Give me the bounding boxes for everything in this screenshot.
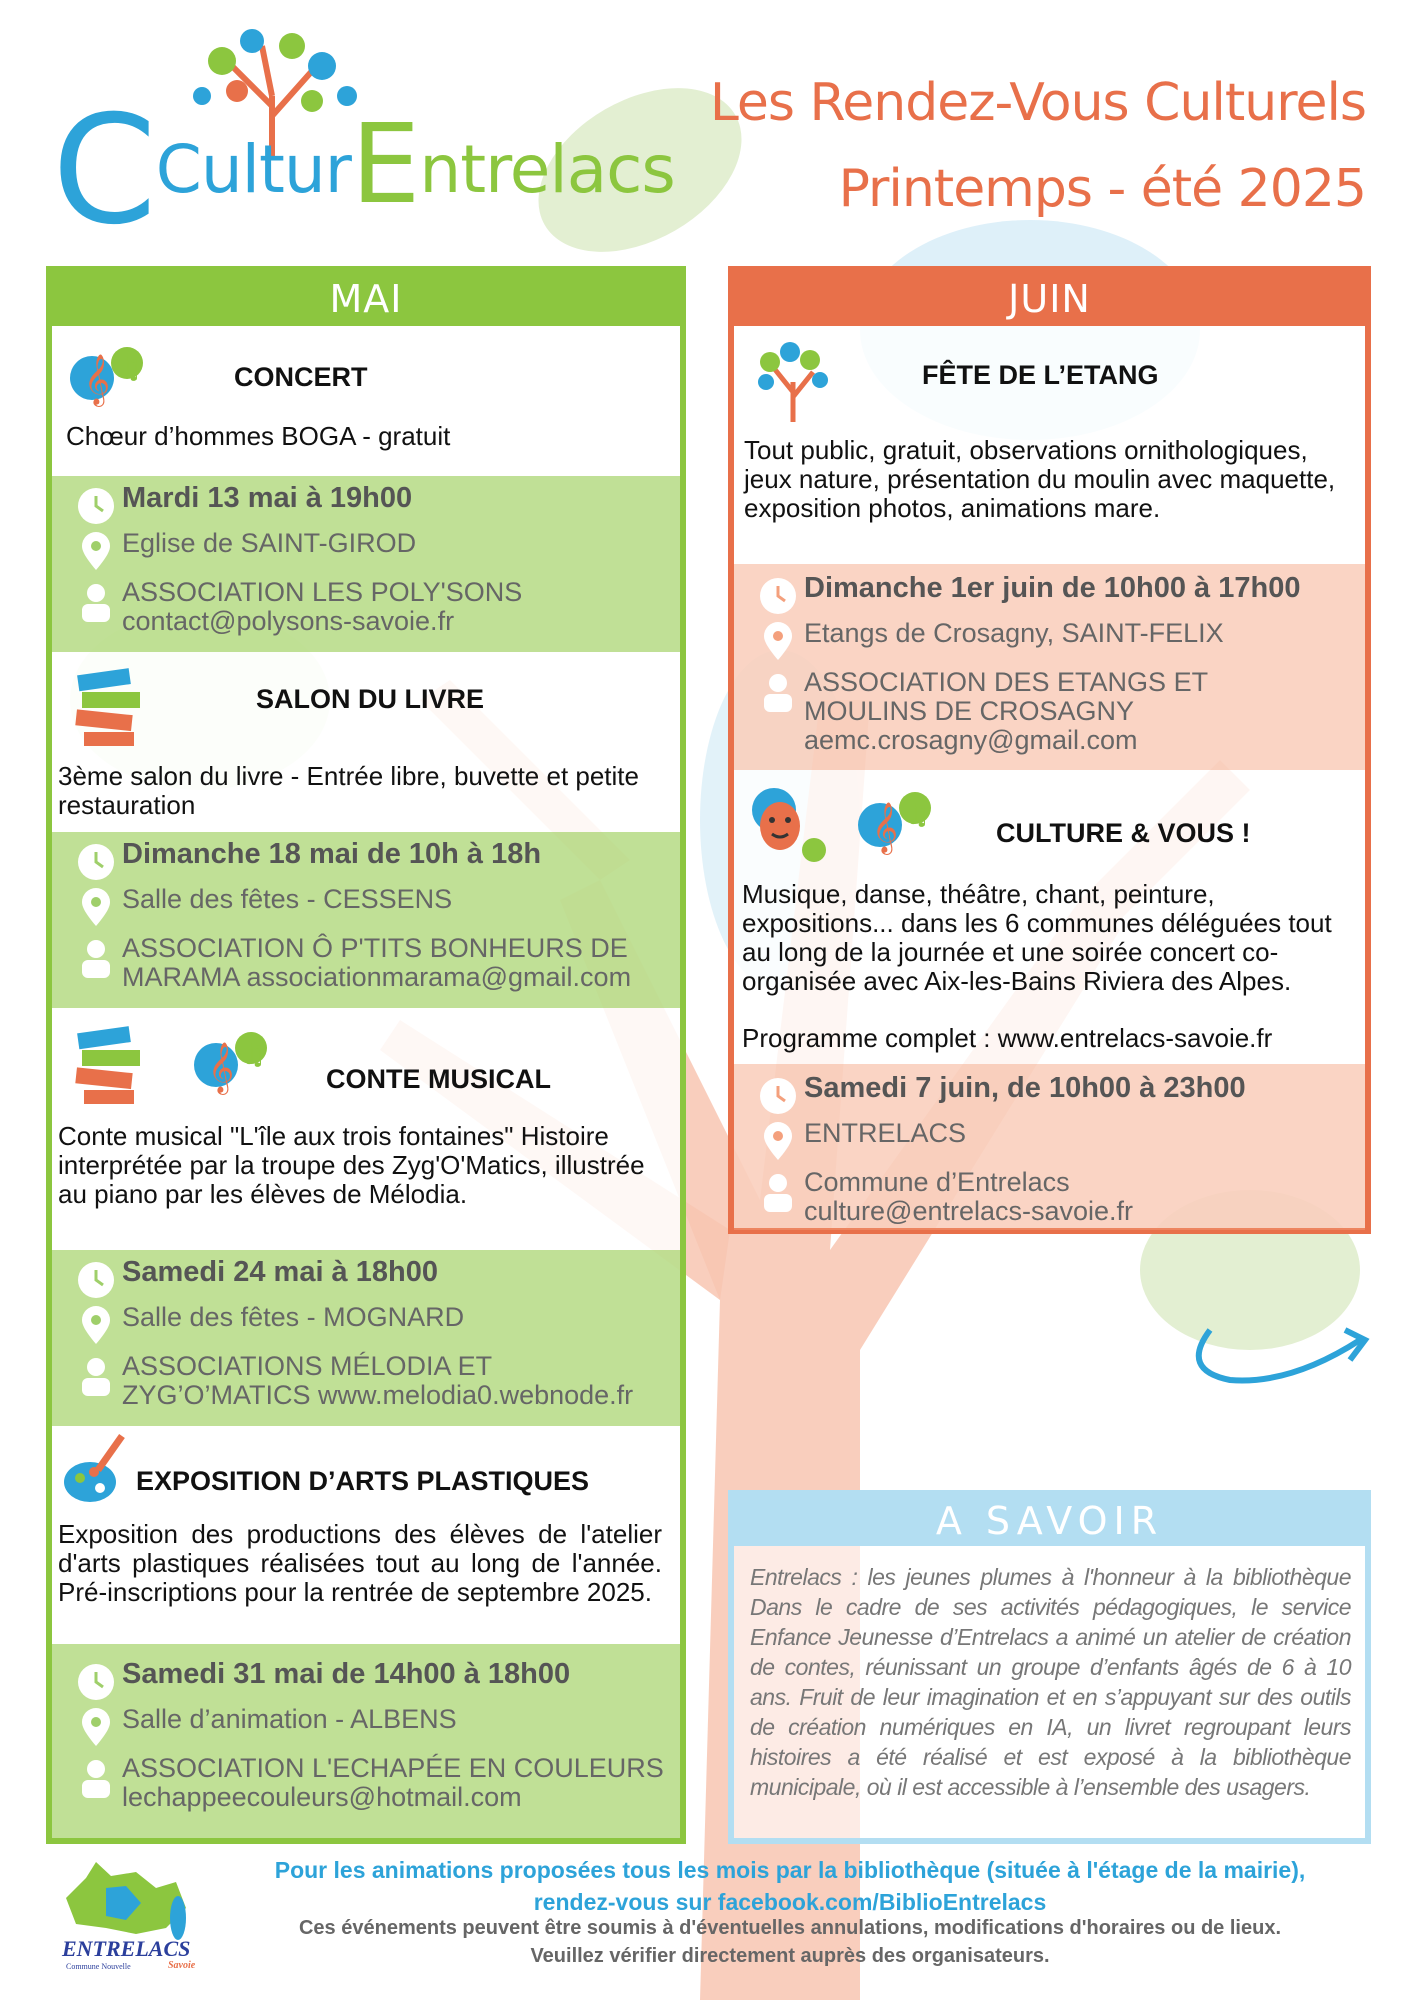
page-title xyxy=(710,60,1366,232)
event-date: Samedi 24 mai à 18h00 xyxy=(122,1256,438,1288)
culturentrelacs-logo xyxy=(52,26,675,258)
event-date: Dimanche 18 mai de 10h à 18h xyxy=(122,838,542,870)
footer-disclaimer xyxy=(200,1914,1380,1970)
logo-e: E xyxy=(350,100,420,228)
footer-facebook-link[interactable]: rendez-vous sur facebook.com/BiblioEntrelacs xyxy=(533,1889,1047,1915)
event-location: Etangs de Crosagny, SAINT-FELIX xyxy=(804,618,1224,648)
event-info xyxy=(52,832,680,1008)
event-info xyxy=(52,1644,680,1838)
event-description: Chœur d’hommes BOGA - gratuit xyxy=(66,421,451,451)
svg-text:♫: ♫ xyxy=(241,1038,267,1071)
music-notes-icon xyxy=(62,338,152,408)
logo-suffix: ntrelacs xyxy=(419,131,675,208)
svg-text:♫: ♫ xyxy=(117,352,143,385)
event-date: Samedi 7 juin, de 10h00 à 23h00 xyxy=(804,1072,1246,1104)
footer-logo-subtitle: Commune Nouvelle xyxy=(66,1962,131,1971)
svg-text:♫: ♫ xyxy=(905,798,931,831)
a-savoir-box xyxy=(728,1490,1371,1844)
event-location: Salle des fêtes - MOGNARD xyxy=(122,1302,465,1332)
footer-line-1: Pour les animations proposées tous les mois par la bibliothèque (située à l'étage de la mairie), xyxy=(274,1857,1306,1883)
music-notes-icon xyxy=(186,1020,276,1100)
event-description: Exposition des productions des élèves de l'atelier d'arts plastiques réalisées tout au long de l'année. Pré-inscriptions pour la rentrée de septembre 2025. xyxy=(58,1519,662,1607)
event-description: Conte musical "L'île aux trois fontaines" Histoire interprétée par la troupe des Zyg'O'Matics, illustrée au piano par les élèves de Mélodia. xyxy=(58,1121,645,1209)
footer-line-3: Ces événements peuvent être soumis à d'éventuelles annulations, modifications d'horaires ou de lieux. xyxy=(298,1917,1281,1939)
music-notes-icon xyxy=(850,780,940,860)
juin-column xyxy=(728,266,1371,1234)
event-info xyxy=(52,1250,680,1426)
event-organizer: Commune d’Entrelacs culture@entrelacs-savoie.fr xyxy=(804,1167,1134,1226)
person-icon xyxy=(76,938,116,978)
a-savoir-text: Entrelacs : les jeunes plumes à l'honneur à la bibliothèque Dans le cadre de ses activités pédagogiques, le service Enfance Jeunesse d’Entrelacs a animé un atelier de création de contes, réunissant un groupe d’enfants âgés de 6 à 10 ans. Fruit de leur imagination et en s’appuyant sur des outils de création numériques en IA, un livret regroupant leurs histoires a été réalisé et est exposé à la bibliothèque municipale, où il est accessible à l’ensemble des usagers. xyxy=(750,1564,1351,1800)
person-icon xyxy=(758,672,798,712)
clock-icon xyxy=(76,1260,116,1300)
entrelacs-commune-logo xyxy=(56,1858,206,1978)
person-icon xyxy=(76,1356,116,1396)
footer-library-note xyxy=(200,1854,1380,1918)
event-location: Salle d’animation - ALBENS xyxy=(122,1704,457,1734)
event-organizer: ASSOCIATION DES ETANGS ET MOULINS DE CROSAGNY aemc.crosagny@gmail.com xyxy=(804,667,1208,755)
svg-text:𝄞: 𝄞 xyxy=(872,802,899,853)
tree-icon xyxy=(748,332,838,422)
mai-heading: MAI xyxy=(52,272,680,326)
location-pin-icon xyxy=(76,1306,116,1346)
location-pin-icon xyxy=(76,532,116,572)
event-description: Musique, danse, théâtre, chant, peinture, expositions... dans les 6 communes déléguées tout au long de la journée et une soirée concert co-organisée avec Aix-les-Bains Riviera des Alpes. xyxy=(742,879,1332,996)
logo-prefix: Cultur xyxy=(155,131,351,208)
event-date: Mardi 13 mai à 19h00 xyxy=(122,482,413,514)
clock-icon xyxy=(758,1076,798,1116)
event-organizer: ASSOCIATION L'ECHAPÉE EN COULEURS lechappeecouleurs@hotmail.com xyxy=(122,1753,664,1812)
logo-wordmark: CCulturEntrelacs xyxy=(52,84,675,258)
paint-palette-icon xyxy=(60,1430,130,1510)
person-icon xyxy=(758,1172,798,1212)
clock-icon xyxy=(76,842,116,882)
svg-text:𝄞: 𝄞 xyxy=(84,354,111,405)
event-title: EXPOSITION D’ARTS PLASTIQUES xyxy=(136,1466,590,1496)
event-title: SALON DU LIVRE xyxy=(256,684,485,714)
juin-body xyxy=(734,326,1365,1228)
map-icon xyxy=(56,1858,196,1948)
location-pin-icon xyxy=(758,1122,798,1162)
location-pin-icon xyxy=(76,888,116,928)
event-location: ENTRELACS xyxy=(804,1118,967,1148)
mai-body xyxy=(52,326,680,1838)
clock-icon xyxy=(76,1662,116,1702)
event-description: Tout public, gratuit, observations ornithologiques, jeux nature, présentation du moulin avec maquette, exposition photos, animations mare. xyxy=(744,435,1336,523)
clock-icon xyxy=(758,576,798,616)
event-date: Dimanche 1er juin de 10h00 à 17h00 xyxy=(804,572,1301,604)
books-icon xyxy=(72,1020,152,1110)
title-line-1: Les Rendez-Vous Culturels xyxy=(709,73,1366,133)
event-title: CULTURE & VOUS ! xyxy=(996,818,1251,848)
event-info xyxy=(734,564,1365,770)
event-title: CONTE MUSICAL xyxy=(326,1064,551,1094)
footer-logo-text: ENTRELACS xyxy=(62,1936,191,1961)
person-icon xyxy=(76,1758,116,1798)
a-savoir-heading: A SAVOIR xyxy=(734,1496,1365,1546)
event-program-link: Programme complet : www.entrelacs-savoie.fr xyxy=(742,1023,1273,1053)
event-organizer: ASSOCIATIONS MÉLODIA ET ZYG’O’MATICS www.melodia0.webnode.fr xyxy=(122,1351,634,1410)
location-pin-icon xyxy=(76,1708,116,1748)
event-organizer: ASSOCIATION Ô P'TITS BONHEURS DE MARAMA associationmarama@gmail.com xyxy=(122,933,632,992)
mai-column xyxy=(46,266,686,1844)
person-icon xyxy=(76,582,116,622)
event-description: 3ème salon du livre - Entrée libre, buvette et petite restauration xyxy=(58,761,639,820)
title-line-2: Printemps - été 2025 xyxy=(838,159,1366,219)
event-organizer: ASSOCIATION LES POLY'SONS contact@polysons-savoie.fr xyxy=(122,577,523,636)
event-location: Eglise de SAINT-GIROD xyxy=(122,528,417,558)
event-location: Salle des fêtes - CESSENS xyxy=(122,884,453,914)
footer-logo-savoie: Savoie xyxy=(168,1960,196,1971)
event-info xyxy=(52,476,680,652)
event-title: FÊTE DE L’ETANG xyxy=(922,360,1159,390)
svg-text:𝄞: 𝄞 xyxy=(208,1042,235,1093)
footer-line-4: Veuillez vérifier directement auprès des organisateurs. xyxy=(530,1945,1050,1967)
books-icon xyxy=(72,662,152,752)
juin-heading: JUIN xyxy=(734,272,1365,326)
event-title: CONCERT xyxy=(234,362,368,392)
event-date: Samedi 31 mai de 14h00 à 18h00 xyxy=(122,1658,571,1690)
theater-masks-icon xyxy=(744,780,834,870)
event-info xyxy=(734,1064,1365,1230)
clock-icon xyxy=(76,486,116,526)
location-pin-icon xyxy=(758,622,798,662)
